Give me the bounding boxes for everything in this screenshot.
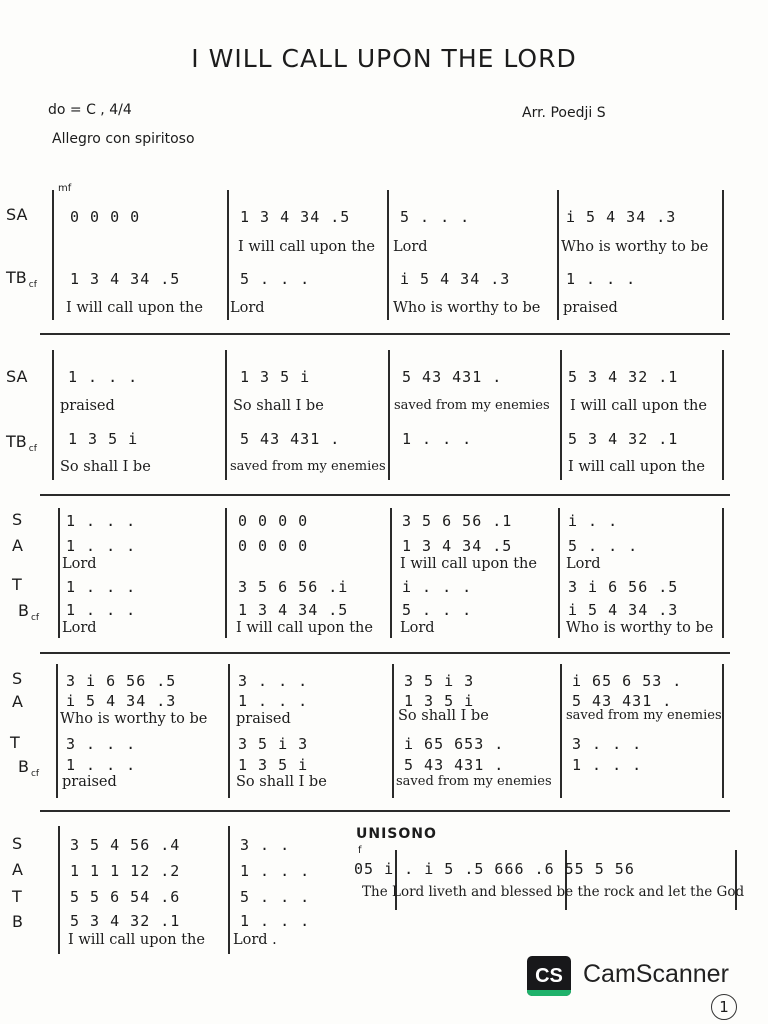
barline — [52, 190, 54, 320]
barline — [722, 190, 724, 320]
barline — [557, 190, 559, 320]
voice-label-b: B $_{cf}$ — [18, 757, 40, 780]
notation-t-m2: 3 5 6 56 .i — [238, 578, 349, 596]
lyrics-tb-m2: Lord — [230, 300, 265, 316]
lyrics-m1: I will call upon the — [68, 932, 205, 948]
notation-t-m1: 5 5 6 54 .6 — [70, 888, 181, 906]
notation-s-m2: 3 . . . — [238, 672, 309, 690]
notation-t-m3: i 65 653 . — [404, 735, 505, 753]
notation-sa-m4: i 5 4 34 .3 — [566, 208, 677, 226]
notation-b-m1: 1 . . . — [66, 601, 137, 619]
camscanner-text: CamScanner — [583, 960, 729, 988]
barline — [388, 350, 390, 480]
voice-label-a: A — [12, 860, 23, 879]
barline — [52, 350, 54, 480]
lyrics-sa-m3: saved from my enemies — [394, 398, 550, 413]
barline — [395, 850, 397, 910]
barline — [565, 850, 567, 910]
notation-t-m2: 3 5 i 3 — [238, 735, 309, 753]
notation-b-m4: i 5 4 34 .3 — [568, 601, 679, 619]
notation-sa-m1: 1 . . . — [68, 368, 139, 386]
notation-s-m1: 1 . . . — [66, 512, 137, 530]
notation-s-m1: 3 i 6 56 .5 — [66, 672, 177, 690]
barline — [735, 850, 737, 910]
arranger-credit: Arr. Poedji S — [522, 105, 606, 121]
lyrics-sa-m2: praised — [236, 711, 291, 727]
lyrics-tb-m4: praised — [563, 300, 618, 316]
camscanner-logo — [527, 956, 729, 996]
lyrics-tb-m2: saved from my enemies — [230, 459, 386, 474]
notation-b-m3: 5 43 431 . — [404, 756, 505, 774]
lyrics-sa-m1: Who is worthy to be — [60, 711, 208, 727]
notation-a-m2: 0 0 0 0 — [238, 537, 309, 555]
lyrics-tb-m1: Lord — [62, 620, 97, 636]
notation-tb-m4: 1 . . . — [566, 270, 637, 288]
notation-a-m1: 1 . . . — [66, 537, 137, 555]
notation-s-m3: 3 5 6 56 .1 — [402, 512, 513, 530]
lyrics-tb-m3: saved from my enemies — [396, 774, 552, 789]
voice-label-s: S — [12, 834, 23, 853]
notation-t-m4: 3 . . . — [572, 735, 643, 753]
notation-a-m4: 5 43 431 . — [572, 692, 673, 710]
barline — [558, 508, 560, 638]
voice-label-a: A — [12, 692, 23, 711]
barline — [722, 350, 724, 480]
lyrics-tb-m2: I will call upon the — [236, 620, 373, 636]
notation-tb-m2: 5 . . . — [240, 270, 311, 288]
voice-label-t: T — [12, 575, 22, 594]
notation-sa-m3: 5 43 431 . — [402, 368, 503, 386]
notation-t-m3: i . . . — [402, 578, 473, 596]
voice-label-a: A — [12, 536, 23, 555]
lyrics-sa-m2: I will call upon the — [238, 239, 375, 255]
lyrics-sa-m4: I will call upon the — [570, 398, 707, 414]
voice-label-s: S — [12, 510, 23, 529]
barline — [560, 350, 562, 480]
voice-label-sa: SA — [6, 205, 28, 224]
lyrics-tb-m1: praised — [62, 774, 117, 790]
lyrics-tb-m3: Who is worthy to be — [393, 300, 541, 316]
lyrics-tb-m3: Lord — [400, 620, 435, 636]
notation-s-m3: 3 5 i 3 — [404, 672, 475, 690]
notation-tb-m2: 5 43 431 . — [240, 430, 341, 448]
barline — [227, 190, 229, 320]
lyrics-tb-m1: So shall I be — [60, 459, 151, 475]
barline — [228, 826, 230, 954]
barline — [722, 508, 724, 638]
voice-label-b: B — [12, 912, 23, 931]
barline — [390, 508, 392, 638]
notation-a-m4: 5 . . . — [568, 537, 639, 555]
lyrics-sa-m3: I will call upon the — [400, 556, 537, 572]
notation-a-m1: i 5 4 34 .3 — [66, 692, 177, 710]
lyrics-sa-m1: Lord — [62, 556, 97, 572]
notation-b-m2: 1 3 5 i — [238, 756, 309, 774]
dynamic-mf: mf — [58, 183, 72, 194]
notation-a-m3: 1 3 5 i — [404, 692, 475, 710]
voice-label-tb: TB $_{cf}$ — [6, 432, 37, 455]
barline — [225, 508, 227, 638]
barline — [387, 190, 389, 320]
barline — [392, 664, 394, 798]
lyrics-sa-m3: Lord — [393, 239, 428, 255]
notation-tb-m4: 5 3 4 32 .1 — [568, 430, 679, 448]
notation-t-m4: 3 i 6 56 .5 — [568, 578, 679, 596]
notation-a-m3: 1 3 4 34 .5 — [402, 537, 513, 555]
notation-sa-m3: 5 . . . — [400, 208, 471, 226]
notation-tb-m1: 1 3 4 34 .5 — [70, 270, 181, 288]
notation-t-m1: 3 . . . — [66, 735, 137, 753]
lyrics-m2: Lord . — [233, 932, 277, 948]
system-divider — [40, 333, 730, 335]
notation-tb-m1: 1 3 5 i — [68, 430, 139, 448]
notation-s-m4: i . . — [568, 512, 619, 530]
voice-label-s: S — [12, 669, 23, 688]
barline — [228, 664, 230, 798]
lyrics-sa-m2: So shall I be — [233, 398, 324, 414]
system-divider — [40, 652, 730, 654]
system-divider — [40, 494, 730, 496]
notation-unison: 05 i . i 5 .5 666 .6 55 5 56 — [354, 860, 635, 878]
barline — [225, 350, 227, 480]
notation-a-m1: 1 1 1 12 .2 — [70, 862, 181, 880]
notation-b-m2: 1 3 4 34 .5 — [238, 601, 349, 619]
notation-tb-m3: i 5 4 34 .3 — [400, 270, 511, 288]
notation-a-m2: 1 . . . — [238, 692, 309, 710]
lyrics-tb-m4: I will call upon the — [568, 459, 705, 475]
notation-s-m2: 3 . . — [240, 836, 291, 854]
voice-label-tb: TB $_{cf}$ — [6, 268, 37, 291]
lyrics-sa-m4: Who is worthy to be — [561, 239, 709, 255]
notation-s-m1: 3 5 4 56 .4 — [70, 836, 181, 854]
notation-tb-m3: 1 . . . — [402, 430, 473, 448]
notation-s-m2: 0 0 0 0 — [238, 512, 309, 530]
notation-a-m2: 1 . . . — [240, 862, 311, 880]
lyrics-tb-m2: So shall I be — [236, 774, 327, 790]
lyrics-sa-m4: saved from my enemies — [566, 708, 722, 723]
voice-label-b: B $_{cf}$ — [18, 601, 40, 624]
notation-t-m1: 1 . . . — [66, 578, 137, 596]
lyrics-sa-m4: Lord — [566, 556, 601, 572]
dynamic-f: f — [358, 845, 362, 856]
voice-label-t: T — [10, 733, 20, 752]
page-number: 1 — [711, 994, 737, 1020]
notation-b-m2: 1 . . . — [240, 912, 311, 930]
notation-sa-m4: 5 3 4 32 .1 — [568, 368, 679, 386]
lyrics-sa-m3: So shall I be — [398, 708, 489, 724]
key-signature: do = C , 4/4 — [48, 102, 132, 118]
lyrics-tb-m1: I will call upon the — [66, 300, 203, 316]
barline — [58, 826, 60, 954]
barline — [58, 508, 60, 638]
notation-b-m1: 5 3 4 32 .1 — [70, 912, 181, 930]
lyrics-sa-m1: praised — [60, 398, 115, 414]
barline — [722, 664, 724, 798]
barline — [560, 664, 562, 798]
tempo-marking: Allegro con spiritoso — [52, 131, 195, 147]
voice-label-t: T — [12, 887, 22, 906]
notation-s-m4: i 65 6 53 . — [572, 672, 683, 690]
notation-sa-m2: 1 3 4 34 .5 — [240, 208, 351, 226]
barline — [56, 664, 58, 798]
lyrics-unison: The Lord liveth and blessed be the rock and let the God — [362, 884, 745, 900]
lyrics-tb-m4: Who is worthy to be — [566, 620, 714, 636]
cs-badge: CS — [527, 956, 571, 996]
voice-label-sa: SA — [6, 367, 28, 386]
notation-sa-m2: 1 3 5 i — [240, 368, 311, 386]
system-divider — [40, 810, 730, 812]
notation-sa-m1: 0 0 0 0 — [70, 208, 141, 226]
unisono-marking: UNISONO — [356, 826, 437, 842]
song-title: I WILL CALL UPON THE LORD — [191, 44, 577, 73]
notation-b-m1: 1 . . . — [66, 756, 137, 774]
notation-t-m2: 5 . . . — [240, 888, 311, 906]
notation-b-m3: 5 . . . — [402, 601, 473, 619]
notation-b-m4: 1 . . . — [572, 756, 643, 774]
